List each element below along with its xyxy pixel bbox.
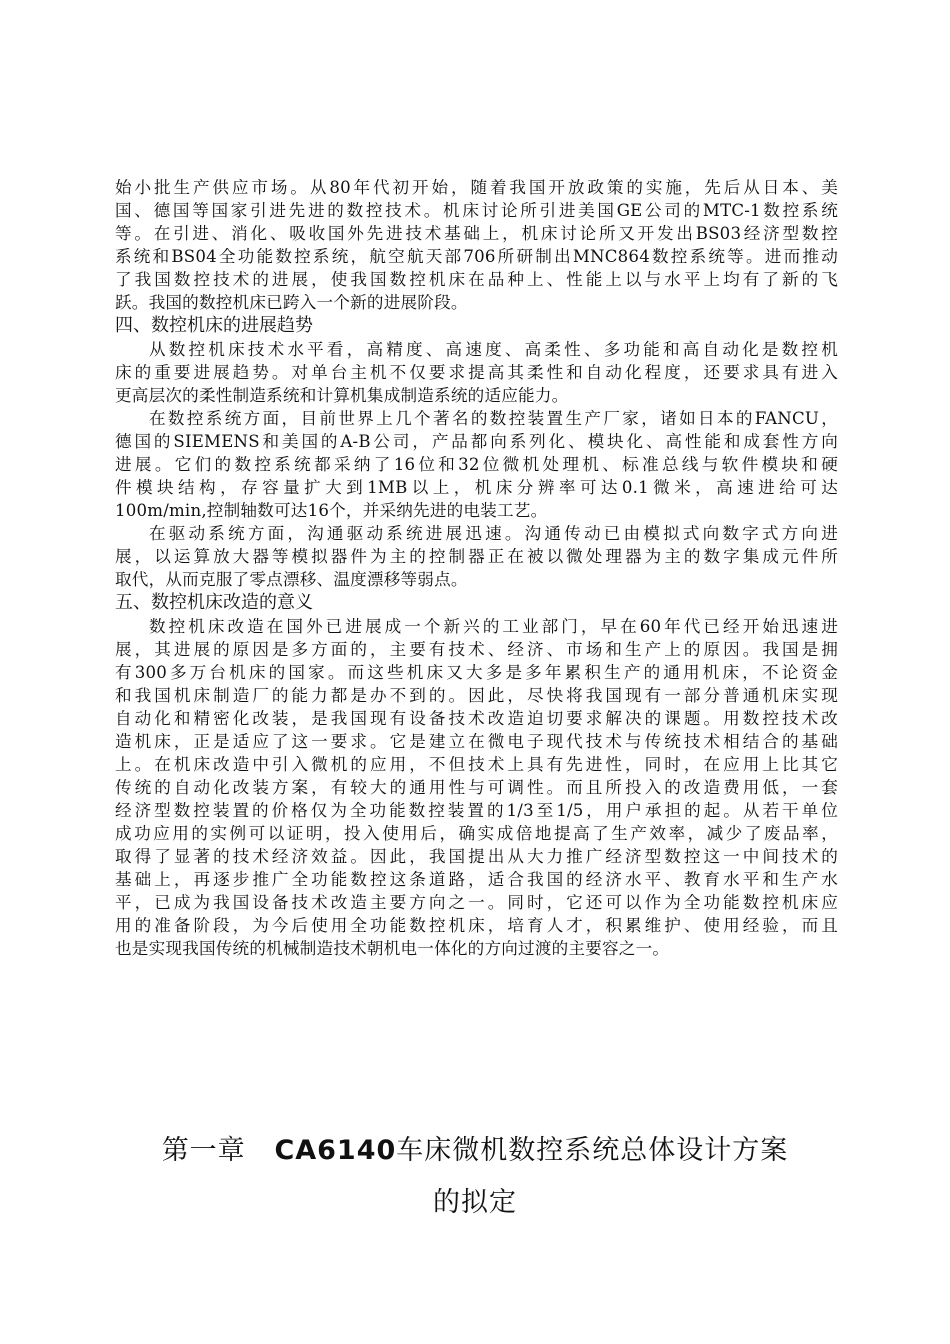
text-line: 展，其进展的原因是多方面的，主要有技术、经济、市场和生产上的原因。我国是拥 <box>115 640 838 659</box>
text-line: 国、德国等国家引进先进的数控技术。机床讨论所引进美国GE公司的MTC-1数控系统 <box>115 201 838 220</box>
text-line: 在驱动系统方面，沟通驱动系统进展迅速。沟通传动已由模拟式向数字式方向进 <box>149 524 838 543</box>
chapter-title-text: 车床微机数控系统总体设计方案 <box>396 1135 789 1166</box>
paragraph-block <box>115 176 838 314</box>
text-line: 展，以运算放大器等模拟器件为主的控制器正在被以微处理器为主的数字集成元件所 <box>115 547 838 566</box>
text-line: 取得了显著的技术经济效益。因此，我国提出从大力推广经济型数控这一中间技术的 <box>115 847 838 866</box>
text-line: 系统和BS04全功能数控系统，航空航天部706所研制出MNC864数控系统等。进而推动 <box>115 247 838 266</box>
text-line: 有300多万台机床的国家。而这些机床又大多是多年累积生产的通用机床，不论资金 <box>115 663 838 682</box>
text-line: 造机床，正是适应了这一要求。它是建立在微电子现代技术与传统技术相结合的基础 <box>115 732 838 751</box>
paragraph-block <box>115 338 838 407</box>
text-line: 上。在机床改造中引入微机的应用，不但技术上具有先进性，同时，在应用上比其它 <box>115 755 838 774</box>
chapter-title <box>0 1128 950 1167</box>
section-heading-5: 五、数控机床改造的意义 <box>115 592 313 613</box>
text-line: 和我国机床制造厂的能力都是办不到的。因此，尽快将我国现有一部分普通机床实现 <box>115 686 838 705</box>
paragraph-block <box>115 407 838 522</box>
text-line: 始小批生产供应市场。从80年代初开始，随着我国开放政策的实施，先后从日本、美 <box>115 178 838 197</box>
text-line: 取代，从而克服了零点漂移、温度漂移等弱点。 <box>115 570 468 589</box>
text-line: 传统的自动化改装方案，有较大的通用性与可调性。而且所投入的改造费用低，一套 <box>115 778 838 797</box>
text-line: 了我国数控技术的进展，使我国数控机床在品种上、性能上以与水平上均有了新的飞 <box>115 270 838 289</box>
text-line: 数控机床改造在国外已进展成一个新兴的工业部门，早在60年代已经开始迅速进 <box>149 617 838 636</box>
text-line: 跃。我国的数控机床已跨入一个新的进展阶段。 <box>115 293 468 312</box>
paragraph-block <box>115 615 838 960</box>
text-line: 德国的SIEMENS和美国的A-B公司，产品都向系列化、模块化、高性能和成套性方向 <box>115 432 838 451</box>
text-line: 自动化和精密化改装，是我国现有设备技术改造迫切要求解决的课题。用数控技术改 <box>115 709 838 728</box>
text-line: 在数控系统方面，目前世界上几个著名的数控装置生产厂家，诸如日本的FANCU， <box>149 409 838 428</box>
text-line: 等。在引进、消化、吸收国外先进技术基础上，机床讨论所又开发出BS03经济型数控 <box>115 224 838 243</box>
text-line: 床的重要进展趋势。对单台主机不仅要求提高其柔性和自动化程度，还要求具有进入 <box>115 363 838 382</box>
text-line: 进展。它们的数控系统都采纳了16位和32位微机处理机、标准总线与软件模块和硬 <box>115 455 838 474</box>
text-line: 用的准备阶段，为今后使用全功能数控机床，培育人才，积累维护、使用经验，而且 <box>115 916 838 935</box>
chapter-number: 第一章 <box>161 1135 246 1166</box>
text-line: 平，已成为我国设备技术改造主要方向之一。同时，它还可以作为全功能数控机床应 <box>115 893 838 912</box>
text-line: 经济型数控装置的价格仅为全功能数控装置的1/3至1/5，用户承担的起。从若干单位 <box>115 801 838 820</box>
text-line: 件模块结构，存容量扩大到1MB以上，机床分辨率可达0.1微米，高速进给可达 <box>115 478 838 497</box>
text-line: 从数控机床技术水平看，高精度、高速度、高柔性、多功能和高自动化是数控机 <box>149 340 838 359</box>
document-body <box>115 176 838 960</box>
paragraph-block <box>115 522 838 591</box>
chapter-model: CA6140 <box>274 1135 397 1166</box>
text-line: 成功应用的实例可以证明，投入使用后，确实成倍地提高了生产效率，减少了废品率， <box>115 824 838 843</box>
text-line: 更高层次的柔性制造系统和计算机集成制造系统的适应能力。 <box>115 386 569 405</box>
section-heading-4: 四、数控机床的进展趋势 <box>115 315 313 336</box>
chapter-title-line2: 的拟定 <box>433 1187 517 1218</box>
text-line: 100m/min,控制轴数可达16个，并采纳先进的电装工艺。 <box>115 501 548 520</box>
text-line: 也是实现我国传统的机械制造技术朝机电一体化的方向过渡的主要容之一。 <box>115 939 670 958</box>
text-line: 基础上，再逐步推广全功能数控这条道路，适合我国的经济水平、教育水平和生产水 <box>115 870 838 889</box>
